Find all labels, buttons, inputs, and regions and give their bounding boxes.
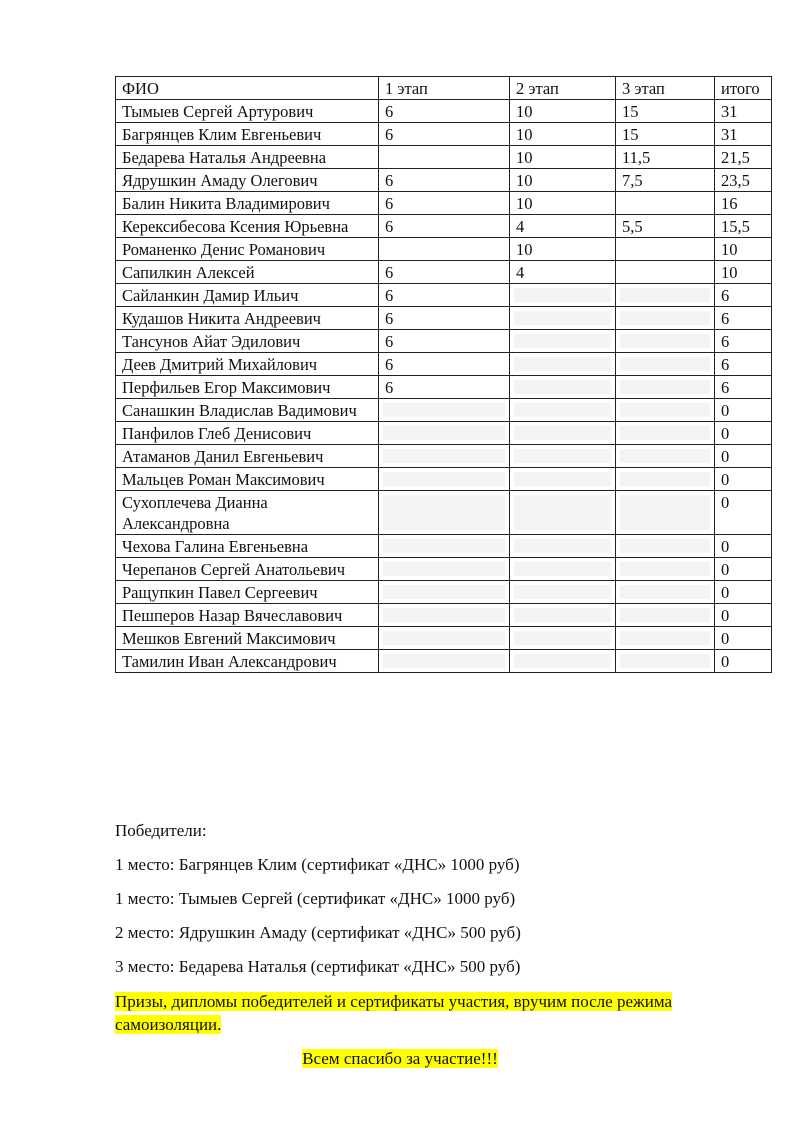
table-row	[116, 445, 772, 468]
cell-stage-3	[616, 558, 715, 581]
cell-name: Тамилин Иван Александрович	[116, 650, 379, 673]
cell-stage-2	[510, 422, 616, 445]
cell-stage-1	[379, 558, 510, 581]
cell-stage-1	[379, 146, 510, 169]
cell-stage-3	[616, 650, 715, 673]
cell-total: 0	[715, 558, 772, 581]
cell-stage-2	[510, 284, 616, 307]
cell-stage-1	[379, 535, 510, 558]
cell-total: 0	[715, 399, 772, 422]
table-row	[116, 284, 772, 307]
notice-line-1: Призы, дипломы победителей и сертификаты участия, вручим после режима	[115, 992, 673, 1011]
cell-stage-2	[510, 307, 616, 330]
cell-name: Сухоплечева Дианна Александровна	[116, 491, 379, 535]
cell-name: Тымыев Сергей Артурович	[116, 100, 379, 123]
cell-total: 6	[715, 330, 772, 353]
header-cell-stage-1: 1 этап	[379, 77, 510, 100]
table-row	[116, 491, 772, 535]
cell-total: 0	[715, 627, 772, 650]
table-row	[116, 146, 772, 169]
cell-stage-3	[616, 353, 715, 376]
results-table-body	[116, 77, 772, 673]
cell-name: Панфилов Глеб Денисович	[116, 422, 379, 445]
cell-stage-3	[616, 192, 715, 215]
cell-stage-1	[379, 627, 510, 650]
cell-stage-2	[510, 491, 616, 535]
table-row	[116, 100, 772, 123]
cell-stage-1: 6	[379, 261, 510, 284]
cell-stage-3	[616, 491, 715, 535]
header-cell-stage-2: 2 этап	[510, 77, 616, 100]
cell-name: Атаманов Данил Евгеньевич	[116, 445, 379, 468]
cell-stage-2	[510, 604, 616, 627]
cell-stage-1: 6	[379, 376, 510, 399]
cell-stage-1: 6	[379, 169, 510, 192]
cell-name: Деев Дмитрий Михайлович	[116, 353, 379, 376]
cell-total: 0	[715, 581, 772, 604]
cell-stage-1: 6	[379, 284, 510, 307]
cell-stage-1: 6	[379, 123, 510, 146]
cell-total: 0	[715, 535, 772, 558]
cell-stage-1: 6	[379, 100, 510, 123]
table-header-row	[116, 77, 772, 100]
cell-total: 31	[715, 100, 772, 123]
cell-stage-3	[616, 581, 715, 604]
header-cell-name: ФИО	[116, 77, 379, 100]
cell-name: Кудашов Никита Андреевич	[116, 307, 379, 330]
header-cell-stage-3: 3 этап	[616, 77, 715, 100]
thanks-line	[0, 1048, 800, 1070]
cell-stage-2	[510, 558, 616, 581]
cell-stage-3: 15	[616, 123, 715, 146]
cell-stage-1	[379, 650, 510, 673]
cell-stage-2: 10	[510, 146, 616, 169]
cell-total: 16	[715, 192, 772, 215]
table-row	[116, 650, 772, 673]
cell-stage-3	[616, 468, 715, 491]
cell-stage-3	[616, 604, 715, 627]
table-row	[116, 399, 772, 422]
cell-total: 6	[715, 284, 772, 307]
cell-name: Сапилкин Алексей	[116, 261, 379, 284]
cell-stage-3	[616, 399, 715, 422]
winner-line: 1 место: Тымыев Сергей (сертификат «ДНС» 1000 руб)	[115, 889, 516, 908]
cell-stage-2	[510, 627, 616, 650]
cell-stage-2	[510, 535, 616, 558]
cell-stage-2	[510, 468, 616, 491]
cell-stage-3	[616, 535, 715, 558]
winner-line: 1 место: Багрянцев Клим (сертификат «ДНС» 1000 руб)	[115, 855, 520, 874]
cell-total: 0	[715, 445, 772, 468]
cell-name: Перфильев Егор Максимович	[116, 376, 379, 399]
cell-name: Черепанов Сергей Анатольевич	[116, 558, 379, 581]
header-cell-total: итого	[715, 77, 772, 100]
cell-name: Санашкин Владислав Вадимович	[116, 399, 379, 422]
cell-stage-2	[510, 581, 616, 604]
winner-line: 2 место: Ядрушкин Амаду (сертификат «ДНС» 500 руб)	[115, 923, 521, 942]
cell-stage-1	[379, 445, 510, 468]
table-row	[116, 581, 772, 604]
cell-total: 0	[715, 491, 772, 535]
table-row	[116, 627, 772, 650]
cell-stage-2: 10	[510, 169, 616, 192]
cell-name: Тансунов Айат Эдилович	[116, 330, 379, 353]
cell-stage-3	[616, 627, 715, 650]
cell-stage-3	[616, 376, 715, 399]
cell-name: Мальцев Роман Максимович	[116, 468, 379, 491]
thanks-text: Всем спасибо за участие!!!	[302, 1049, 498, 1068]
notice-paragraph	[115, 990, 745, 1036]
cell-name: Бедарева Наталья Андреевна	[116, 146, 379, 169]
table-row	[116, 353, 772, 376]
table-row	[116, 261, 772, 284]
cell-total: 15,5	[715, 215, 772, 238]
cell-total: 10	[715, 238, 772, 261]
table-row	[116, 422, 772, 445]
table-row	[116, 558, 772, 581]
cell-name: Пешперов Назар Вячеславович	[116, 604, 379, 627]
cell-stage-3: 7,5	[616, 169, 715, 192]
cell-name: Мешков Евгений Максимович	[116, 627, 379, 650]
cell-stage-1: 6	[379, 330, 510, 353]
cell-stage-1	[379, 422, 510, 445]
cell-stage-3: 15	[616, 100, 715, 123]
table-row	[116, 535, 772, 558]
cell-name: Ядрушкин Амаду Олегович	[116, 169, 379, 192]
cell-total: 0	[715, 422, 772, 445]
cell-name: Керексибесова Ксения Юрьевна	[116, 215, 379, 238]
cell-stage-2	[510, 399, 616, 422]
table-row	[116, 238, 772, 261]
cell-total: 0	[715, 468, 772, 491]
cell-total: 23,5	[715, 169, 772, 192]
table-row	[116, 604, 772, 627]
cell-stage-3	[616, 330, 715, 353]
cell-stage-2: 10	[510, 100, 616, 123]
results-table	[115, 76, 772, 673]
cell-name: Сайланкин Дамир Ильич	[116, 284, 379, 307]
cell-stage-3: 5,5	[616, 215, 715, 238]
cell-stage-3	[616, 445, 715, 468]
cell-stage-2	[510, 376, 616, 399]
table-row	[116, 468, 772, 491]
cell-total: 6	[715, 376, 772, 399]
winner-line: 3 место: Бедарева Наталья (сертификат «ДНС» 500 руб)	[115, 957, 521, 976]
cell-stage-3	[616, 261, 715, 284]
cell-stage-1: 6	[379, 192, 510, 215]
cell-name: Балин Никита Владимирович	[116, 192, 379, 215]
table-row	[116, 169, 772, 192]
cell-total: 6	[715, 353, 772, 376]
cell-stage-2: 10	[510, 238, 616, 261]
table-row	[116, 330, 772, 353]
cell-stage-1	[379, 604, 510, 627]
cell-stage-2	[510, 353, 616, 376]
cell-stage-3	[616, 307, 715, 330]
cell-total: 0	[715, 650, 772, 673]
cell-stage-1: 6	[379, 307, 510, 330]
cell-stage-1: 6	[379, 215, 510, 238]
cell-name: Багрянцев Клим Евгеньевич	[116, 123, 379, 146]
table-row	[116, 307, 772, 330]
cell-name: Ращупкин Павел Сергеевич	[116, 581, 379, 604]
cell-stage-1	[379, 468, 510, 491]
cell-stage-3	[616, 238, 715, 261]
cell-stage-2: 4	[510, 215, 616, 238]
cell-total: 31	[715, 123, 772, 146]
table-row	[116, 123, 772, 146]
cell-stage-2: 10	[510, 192, 616, 215]
table-row	[116, 215, 772, 238]
table-row	[116, 192, 772, 215]
cell-total: 21,5	[715, 146, 772, 169]
cell-stage-2: 4	[510, 261, 616, 284]
cell-stage-2	[510, 330, 616, 353]
cell-stage-1	[379, 399, 510, 422]
cell-stage-1	[379, 238, 510, 261]
cell-stage-2	[510, 445, 616, 468]
cell-stage-3	[616, 422, 715, 445]
cell-total: 6	[715, 307, 772, 330]
cell-total: 10	[715, 261, 772, 284]
cell-stage-2	[510, 650, 616, 673]
cell-stage-1	[379, 581, 510, 604]
table-row	[116, 376, 772, 399]
cell-stage-1	[379, 491, 510, 535]
cell-name: Чехова Галина Евгеньевна	[116, 535, 379, 558]
winners-heading: Победители:	[115, 821, 207, 840]
notice-line-2: самоизоляции.	[115, 1015, 222, 1034]
cell-stage-3: 11,5	[616, 146, 715, 169]
cell-total: 0	[715, 604, 772, 627]
cell-stage-1: 6	[379, 353, 510, 376]
cell-name: Романенко Денис Романович	[116, 238, 379, 261]
cell-stage-3	[616, 284, 715, 307]
cell-stage-2: 10	[510, 123, 616, 146]
